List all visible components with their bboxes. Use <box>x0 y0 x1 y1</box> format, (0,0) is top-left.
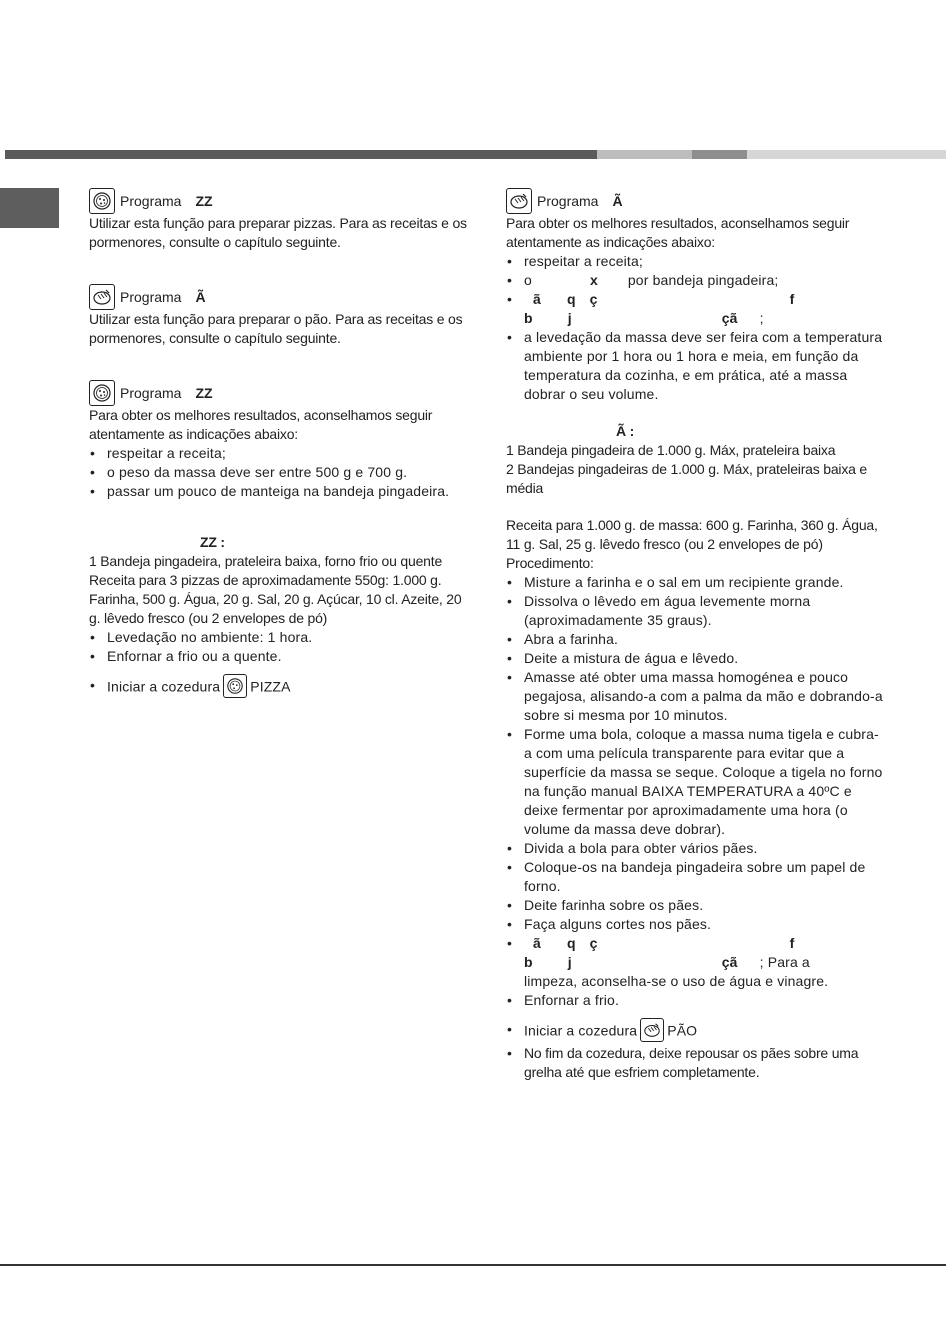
program-name: Ã <box>195 288 206 305</box>
start-label: Iniciar a cozedura <box>524 1022 638 1039</box>
pizza-program-icon <box>223 674 247 698</box>
pao-shelf-line-1: 1 Bandeja pingadeira de 1.000 g. Máx, prateleira baixa <box>506 442 836 458</box>
text-fragment: ã <box>533 935 541 951</box>
pizza-shelf-line: 1 Bandeja pingadeira, prateleira baixa, forno frio ou quente <box>89 553 443 569</box>
text-fragment: o <box>524 272 532 288</box>
list-item: • No fim da cozedura, deixe repousar os pães sobre uma grelha até que esfriem completamente. <box>506 1044 886 1082</box>
text-fragment: x <box>589 272 598 288</box>
list-item: • Levedação no ambiente: 1 hora. <box>89 628 469 647</box>
left-column <box>89 188 469 700</box>
pao-tips-list <box>506 252 886 404</box>
text-fragment: por bandeja pingadeira; <box>627 272 779 288</box>
text-fragment: q <box>566 935 576 951</box>
header-bar-light-segment <box>597 150 692 159</box>
list-item: • Misture a farinha e o sal em um recipiente grande. <box>506 573 886 592</box>
pao-sub-heading: Ã : <box>616 423 635 439</box>
pizza-sub-heading: ZZ : <box>200 534 225 550</box>
text-fragment: ; Para a <box>759 954 810 970</box>
text-fragment: limpeza, aconselha-se o uso de água e vinagre. <box>524 973 829 989</box>
list-item <box>89 676 469 700</box>
pao-detail-intro: Para obter os melhores resultados, aconselhamos seguir atentamente as indicações abaixo: <box>506 215 850 250</box>
list-item <box>506 271 886 290</box>
pizza-recipe: Receita para 3 pizzas de aproximadamente 550g: 1.000 g. Farinha, 500 g. Água, 20 g. Sal, 20 g. Açúcar, 10 cl. Azeite, 20 g. lêvedo fresco (ou 2 envelopes de pó) <box>89 572 462 626</box>
program-name: ZZ <box>195 192 213 209</box>
list-item: • Dissolva o lêvedo em água levemente morna (aproximadamente 35 graus). <box>506 592 886 630</box>
header-color-bar <box>5 150 946 159</box>
list-item <box>506 1020 886 1044</box>
bread-program-icon <box>506 188 532 214</box>
pizza-program-icon <box>89 380 115 406</box>
list-item: • respeitar a receita; <box>506 252 886 271</box>
text-fragment: ; <box>759 310 764 326</box>
list-item: • Deite a mistura de água e lêvedo. <box>506 649 886 668</box>
pao-intro-text: Utilizar esta função para preparar o pão. Para as receitas e os pormenores, consulte o capítulo seguinte. <box>89 311 463 346</box>
header-bar-mid-segment <box>692 150 747 159</box>
text-fragment: çã <box>721 310 738 326</box>
list-item: • Enfornar a frio ou a quente. <box>89 647 469 666</box>
list-item: • Divida a bola para obter vários pães. <box>506 839 886 858</box>
pizza-program-heading <box>89 188 469 214</box>
pizza-intro-section <box>89 188 469 252</box>
text-fragment: b <box>524 954 533 970</box>
pao-shelf-line-2: 2 Bandejas pingadeiras de 1.000 g. Máx, prateleiras baixa e média <box>506 461 867 496</box>
list-item: • Enfornar a frio. <box>506 991 886 1010</box>
start-program-name: PIZZA <box>250 678 291 695</box>
program-word: Programa <box>537 192 599 209</box>
text-fragment: q <box>566 291 576 307</box>
pizza-steps-list <box>89 628 469 666</box>
header-bar-dark-segment <box>5 150 597 159</box>
text-fragment: j <box>567 310 572 326</box>
pizza-start-list <box>89 676 469 700</box>
text-fragment: ç <box>589 291 598 307</box>
pizza-tips-list <box>89 444 469 501</box>
pao-steps-list <box>506 573 886 1010</box>
pao-intro-section <box>89 284 469 348</box>
program-word: Programa <box>120 192 182 209</box>
page-side-tab <box>0 188 59 228</box>
list-item: • passar um pouco de manteiga na bandeja pingadeira. <box>89 482 469 501</box>
text-fragment: j <box>567 954 572 970</box>
program-name: Ã <box>612 192 623 209</box>
list-item: • o peso da massa deve ser entre 500 g e 700 g. <box>89 463 469 482</box>
program-word: Programa <box>120 288 182 305</box>
bread-program-icon <box>640 1018 664 1042</box>
footer-rule <box>0 1264 946 1266</box>
text-fragment: f <box>789 291 795 307</box>
pizza-detail-heading <box>89 380 469 406</box>
pao-detail-heading <box>506 188 886 214</box>
text-fragment: çã <box>721 954 738 970</box>
program-word: Programa <box>120 384 182 401</box>
list-item: • Coloque-os na bandeja pingadeira sobre um papel de forno. <box>506 858 886 896</box>
start-label: Iniciar a cozedura <box>107 678 221 695</box>
list-item: • Forme uma bola, coloque a massa numa tigela e cubra-a com uma película transparente para evitar que a superfície da massa se seque. Coloque a tigela no forno na função manual BAIXA TEMPERATURA a 40ºC e deixe fermentar por aproximadamente uma hora (o volume da massa deve dobrar). <box>506 725 886 839</box>
right-column <box>506 188 886 1082</box>
pao-start-list <box>506 1020 886 1082</box>
pizza-detail-intro: Para obter os melhores resultados, aconselhamos seguir atentamente as indicações abaixo: <box>89 407 433 442</box>
text-fragment: ã <box>533 291 541 307</box>
pizza-detail-section <box>89 380 469 700</box>
header-bar-pale-segment <box>747 150 946 159</box>
text-fragment: f <box>789 935 795 951</box>
pizza-intro-text: Utilizar esta função para preparar pizzas. Para as receitas e os pormenores, consulte o capítulo seguinte. <box>89 215 467 250</box>
list-item: • Amasse até obter uma massa homogénea e pouco pegajosa, alisando-a com a palma da mão e dobrando-a sobre si mesma por 10 minutos. <box>506 668 886 725</box>
start-program-name: PÃO <box>667 1022 698 1039</box>
pao-program-heading <box>89 284 469 310</box>
pizza-program-icon <box>89 188 115 214</box>
procedure-label: Procedimento: <box>506 555 594 571</box>
list-item: • respeitar a receita; <box>89 444 469 463</box>
text-fragment: b <box>524 310 533 326</box>
pao-recipe: Receita para 1.000 g. de massa: 600 g. Farinha, 360 g. Água, 11 g. Sal, 25 g. lêvedo fresco (ou 2 envelopes de pó) <box>506 517 878 552</box>
bread-program-icon <box>89 284 115 310</box>
list-item: • Faça alguns cortes nos pães. <box>506 915 886 934</box>
program-name: ZZ <box>195 384 213 401</box>
list-item <box>506 290 886 328</box>
list-item <box>506 934 886 991</box>
list-item: • Deite farinha sobre os pães. <box>506 896 886 915</box>
list-item: • a levedação da massa deve ser feira com a temperatura ambiente por 1 hora ou 1 hora e meia, em função da temperatura da cozinha, e em prática, até a massa dobrar o seu volume. <box>506 328 886 404</box>
list-item: • Abra a farinha. <box>506 630 886 649</box>
text-fragment: ç <box>589 935 598 951</box>
